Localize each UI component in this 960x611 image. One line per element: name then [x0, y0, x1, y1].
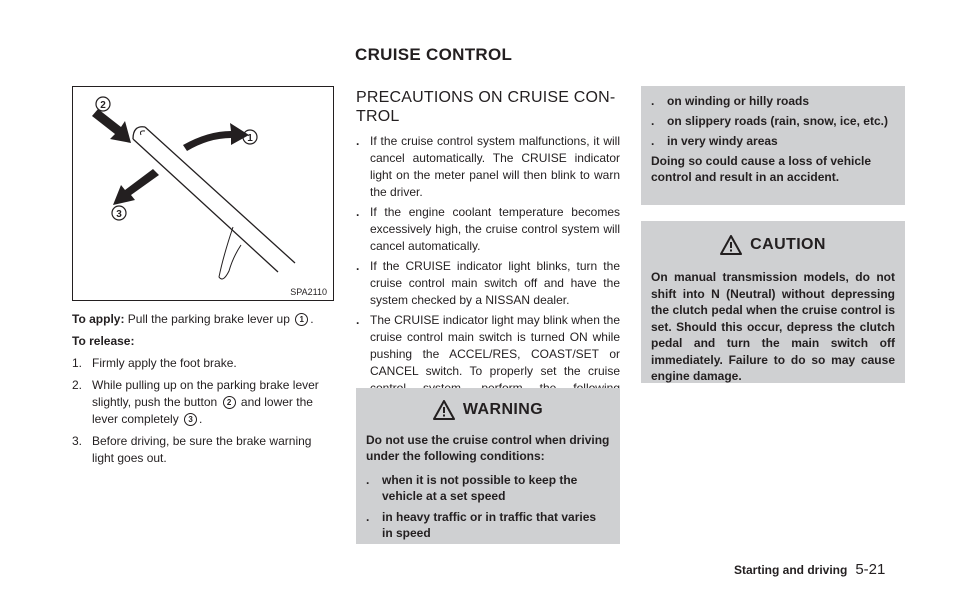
caution-box [641, 221, 905, 383]
warning-closing: Doing so could cause a loss of vehicle control and result in an accident. [651, 154, 872, 184]
precaution-bullet: . The CRUISE indicator light may blink when the cruise control main switch is turned ON while pushing the ACCEL/RES, COAST/SET or CANCEL switch. To properly set the cruise [356, 313, 620, 378]
apply-label: To apply: [72, 312, 125, 326]
precaution-bullet: . If the cruise control system malfunctions, it will cancel automatically. The CRUISE indicator light on the meter panel will then blink to warn the driver. [356, 134, 620, 199]
precaution-bullet: . If the CRUISE indicator light blinks, turn the cruise control main switch off and have the system checked by a NISSAN dealer. [356, 259, 620, 307]
apply-text: Pull the parking brake lever up [127, 312, 290, 326]
precaution-bullet: . If the engine coolant temperature becomes excessively high, the cruise control system will cancel automatically. [356, 205, 620, 253]
warning-continuation-box [641, 86, 905, 205]
svg-text:3: 3 [116, 209, 122, 220]
ref-circle: 3 [184, 413, 197, 426]
warning-header [366, 398, 610, 422]
caution-title: CAUTION [750, 235, 826, 253]
page-number: 5-21 [855, 561, 886, 578]
apply-paragraph: To apply: Pull the parking brake lever up 1 . [72, 312, 314, 326]
release-step: 3. Before driving, be sure the brake warning light goes out. [72, 434, 312, 465]
warning-intro: Do not use the cruise control when driving under the following conditions: [366, 433, 610, 463]
release-label: To release: [72, 334, 135, 348]
footer-section: Starting and driving [734, 563, 848, 577]
warning-bullet: . in very windy areas [651, 134, 778, 148]
warning-bullet: . when it is not possible to keep the vehicle at a set speed [366, 473, 578, 503]
page-heading: CRUISE CONTROL [355, 45, 513, 64]
release-step: 2. While pulling up on the parking brake lever slightly, push the button 2 and lower the lever completely 3 . [72, 378, 319, 426]
column-1 [72, 311, 336, 472]
warning-bullet: . on slippery roads (rain, snow, ice, etc.) [651, 114, 888, 128]
warning-bullet: . on winding or hilly roads [651, 94, 810, 108]
caution-header [651, 233, 895, 257]
release-step: 1. Firmly apply the foot brake. [72, 356, 237, 370]
svg-text:2: 2 [100, 100, 106, 111]
precautions-heading: PRECAUTIONS ON CRUISE CON-TROL [356, 89, 616, 125]
page-footer [734, 561, 885, 578]
caution-text: On manual transmission models, do not shift into N (Neutral) without depressing the clutch pedal when the cruise control is set. Should this occur, depress the clutch pedal and turn the main switch off immediately. Failure to do so may cause engine damage. [651, 270, 895, 383]
column-2 [356, 88, 620, 417]
ref-circle: 1 [295, 313, 308, 326]
ref-circle: 2 [223, 396, 236, 409]
warning-bullet: . in heavy traffic or in traffic that varies in speed [366, 510, 597, 540]
callout-2 [96, 97, 110, 111]
warning-title: WARNING [462, 401, 544, 418]
callout-3 [112, 206, 126, 220]
warning-triangle-icon [433, 400, 455, 420]
parking-brake-lever-illustration [73, 87, 333, 300]
parking-brake-figure [72, 86, 334, 301]
svg-text:1: 1 [247, 133, 253, 144]
caution-triangle-icon [720, 235, 742, 255]
warning-box [356, 388, 620, 544]
figure-code: SPA2110 [290, 287, 327, 297]
